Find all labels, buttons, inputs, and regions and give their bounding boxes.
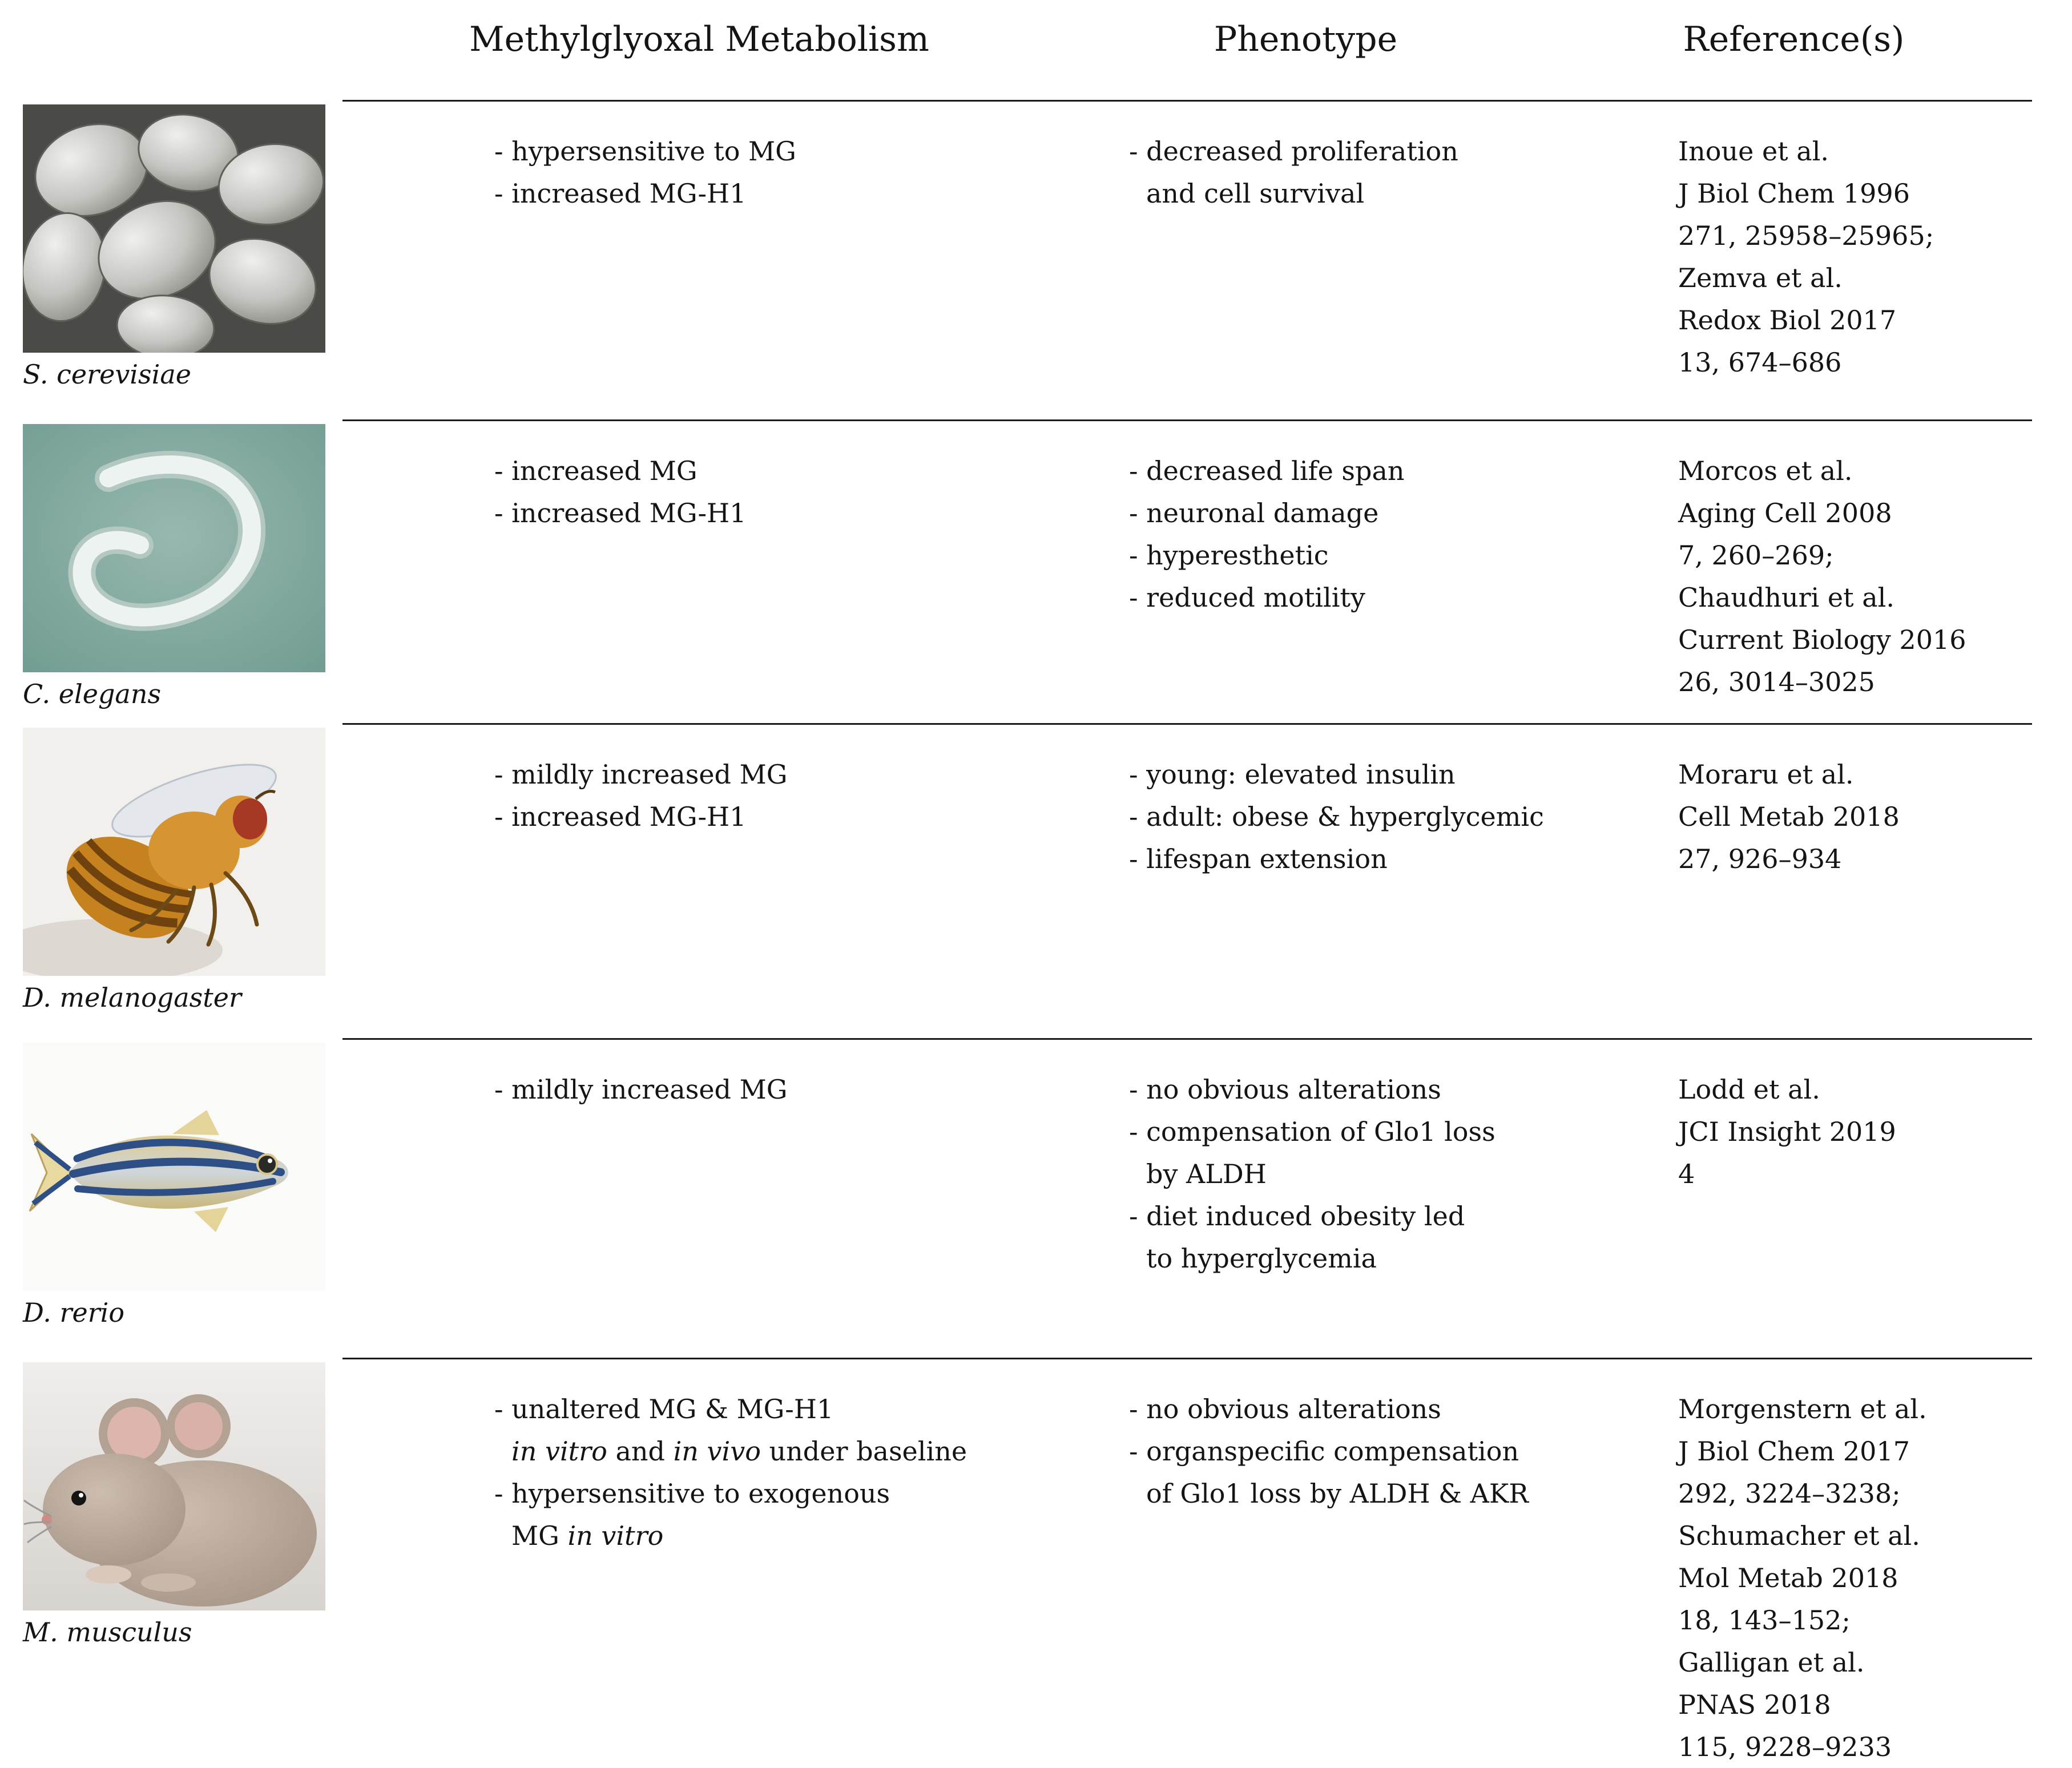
metabolism-text-segment: MG bbox=[511, 1520, 568, 1551]
metabolism-line: - increased MG bbox=[494, 455, 698, 486]
phenotype-cell-d-melanogaster bbox=[1056, 723, 1555, 1038]
reference-line: 13, 674–686 bbox=[1678, 347, 1842, 378]
phenotype-line: - young: elevated insulin bbox=[1129, 759, 1456, 790]
reference-line: 7, 260–269; bbox=[1678, 540, 1834, 571]
header-spacer bbox=[23, 6, 342, 100]
reference-line: Cell Metab 2018 bbox=[1678, 801, 1900, 832]
metabolism-cell-m-musculus bbox=[342, 1358, 1056, 1768]
species-label-d-rerio: D. rerio bbox=[23, 1297, 125, 1328]
metabolism-italic-segment: in vivo bbox=[673, 1436, 761, 1467]
reference-line: Morgenstern et al. bbox=[1678, 1394, 1927, 1424]
phenotype-line: - lifespan extension bbox=[1129, 843, 1388, 874]
organism-cell-c-elegans bbox=[23, 419, 342, 723]
reference-line: Lodd et al. bbox=[1678, 1074, 1820, 1105]
metabolism-line: - mildly increased MG bbox=[494, 759, 788, 790]
metabolism-line bbox=[494, 1430, 1056, 1472]
metabolism-line: - increased MG-H1 bbox=[494, 498, 747, 528]
reference-cell-d-rerio bbox=[1555, 1038, 2032, 1358]
species-label-m-musculus: M. musculus bbox=[23, 1617, 192, 1648]
mouse-photo bbox=[23, 1362, 325, 1610]
metabolism-text-segment: and bbox=[607, 1436, 674, 1467]
c-elegans-photo bbox=[23, 424, 325, 672]
yeast-cells-photo bbox=[23, 104, 325, 353]
metabolism-text-segment: under baseline bbox=[760, 1436, 968, 1467]
metabolism-line: - increased MG-H1 bbox=[494, 178, 747, 209]
reference-cell-d-melanogaster bbox=[1555, 723, 2032, 1038]
metabolism-cell-c-elegans bbox=[342, 419, 1056, 723]
metabolism-line: - unaltered MG & MG-H1 bbox=[494, 1394, 834, 1424]
reference-line: 115, 9228–9233 bbox=[1678, 1731, 1892, 1762]
reference-line: 292, 3224–3238; bbox=[1678, 1478, 1901, 1509]
phenotype-line: - organspecific compensation bbox=[1129, 1436, 1519, 1467]
reference-cell-c-elegans bbox=[1555, 419, 2032, 723]
phenotype-line: - diet induced obesity led bbox=[1129, 1201, 1465, 1232]
reference-line: Inoue et al. bbox=[1678, 136, 1829, 167]
phenotype-line: - hyperesthetic bbox=[1129, 540, 1329, 571]
reference-line: 18, 143–152; bbox=[1678, 1605, 1851, 1636]
phenotype-line: - decreased proliferation bbox=[1129, 136, 1458, 167]
phenotype-cell-c-elegans bbox=[1056, 419, 1555, 723]
phenotype-line: and cell survival bbox=[1146, 178, 1365, 209]
phenotype-cell-s-cerevisiae bbox=[1056, 100, 1555, 419]
reference-line: J Biol Chem 1996 bbox=[1678, 178, 1910, 209]
metabolism-line: - hypersensitive to exogenous bbox=[494, 1478, 890, 1509]
organism-cell-m-musculus bbox=[23, 1358, 342, 1768]
phenotype-line: - decreased life span bbox=[1129, 455, 1405, 486]
fruit-fly-photo bbox=[23, 728, 325, 976]
column-header-phenotype: Phenotype bbox=[1214, 19, 1398, 59]
metabolism-line: - increased MG-H1 bbox=[494, 801, 747, 832]
organism-table bbox=[23, 6, 2032, 1768]
metabolism-line: - mildly increased MG bbox=[494, 1074, 788, 1105]
reference-line: 26, 3014–3025 bbox=[1678, 667, 1875, 697]
column-header-reference: Reference(s) bbox=[1683, 19, 1905, 59]
reference-line: Aging Cell 2008 bbox=[1678, 498, 1892, 528]
reference-line: 271, 25958–25965; bbox=[1678, 220, 1934, 251]
reference-line: Redox Biol 2017 bbox=[1678, 305, 1897, 336]
reference-line: PNAS 2018 bbox=[1678, 1689, 1831, 1720]
column-header-metabolism: Methylglyoxal Metabolism bbox=[469, 19, 929, 59]
phenotype-line: - neuronal damage bbox=[1129, 498, 1379, 528]
reference-line: Current Biology 2016 bbox=[1678, 624, 1966, 655]
reference-line: Morcos et al. bbox=[1678, 455, 1853, 486]
reference-line: Moraru et al. bbox=[1678, 759, 1854, 790]
reference-line: 4 bbox=[1678, 1159, 1695, 1189]
metabolism-italic-segment: in vitro bbox=[511, 1436, 607, 1467]
phenotype-cell-m-musculus bbox=[1056, 1358, 1555, 1768]
metabolism-line: - hypersensitive to MG bbox=[494, 136, 796, 167]
metabolism-line bbox=[494, 1515, 1056, 1557]
reference-line: JCI Insight 2019 bbox=[1678, 1116, 1896, 1147]
reference-line: J Biol Chem 2017 bbox=[1678, 1436, 1910, 1467]
phenotype-line: - no obvious alterations bbox=[1129, 1074, 1441, 1105]
phenotype-line: to hyperglycemia bbox=[1146, 1243, 1377, 1274]
reference-line: Chaudhuri et al. bbox=[1678, 582, 1894, 613]
phenotype-line: - reduced motility bbox=[1129, 582, 1365, 613]
species-label-d-melanogaster: D. melanogaster bbox=[23, 982, 241, 1013]
phenotype-line: by ALDH bbox=[1146, 1159, 1267, 1189]
phenotype-cell-d-rerio bbox=[1056, 1038, 1555, 1358]
reference-line: Galligan et al. bbox=[1678, 1647, 1865, 1678]
phenotype-line: of Glo1 loss by ALDH & AKR bbox=[1146, 1478, 1529, 1509]
species-label-s-cerevisiae: S. cerevisiae bbox=[23, 359, 191, 390]
reference-cell-s-cerevisiae bbox=[1555, 100, 2032, 419]
metabolism-cell-d-melanogaster bbox=[342, 723, 1056, 1038]
species-label-c-elegans: C. elegans bbox=[23, 679, 162, 709]
phenotype-line: - no obvious alterations bbox=[1129, 1394, 1441, 1424]
reference-cell-m-musculus bbox=[1555, 1358, 2032, 1768]
phenotype-line: - adult: obese & hyperglycemic bbox=[1129, 801, 1544, 832]
organism-cell-d-melanogaster bbox=[23, 723, 342, 1038]
reference-line: Zemva et al. bbox=[1678, 263, 1843, 293]
metabolism-italic-segment: in vitro bbox=[567, 1520, 664, 1551]
zebrafish-photo bbox=[23, 1043, 325, 1291]
metabolism-cell-d-rerio bbox=[342, 1038, 1056, 1358]
reference-line: Schumacher et al. bbox=[1678, 1520, 1920, 1551]
organism-cell-d-rerio bbox=[23, 1038, 342, 1358]
reference-line: Mol Metab 2018 bbox=[1678, 1563, 1898, 1593]
phenotype-line: - compensation of Glo1 loss bbox=[1129, 1116, 1495, 1147]
organism-cell-s-cerevisiae bbox=[23, 100, 342, 419]
reference-line: 27, 926–934 bbox=[1678, 843, 1842, 874]
metabolism-cell-s-cerevisiae bbox=[342, 100, 1056, 419]
